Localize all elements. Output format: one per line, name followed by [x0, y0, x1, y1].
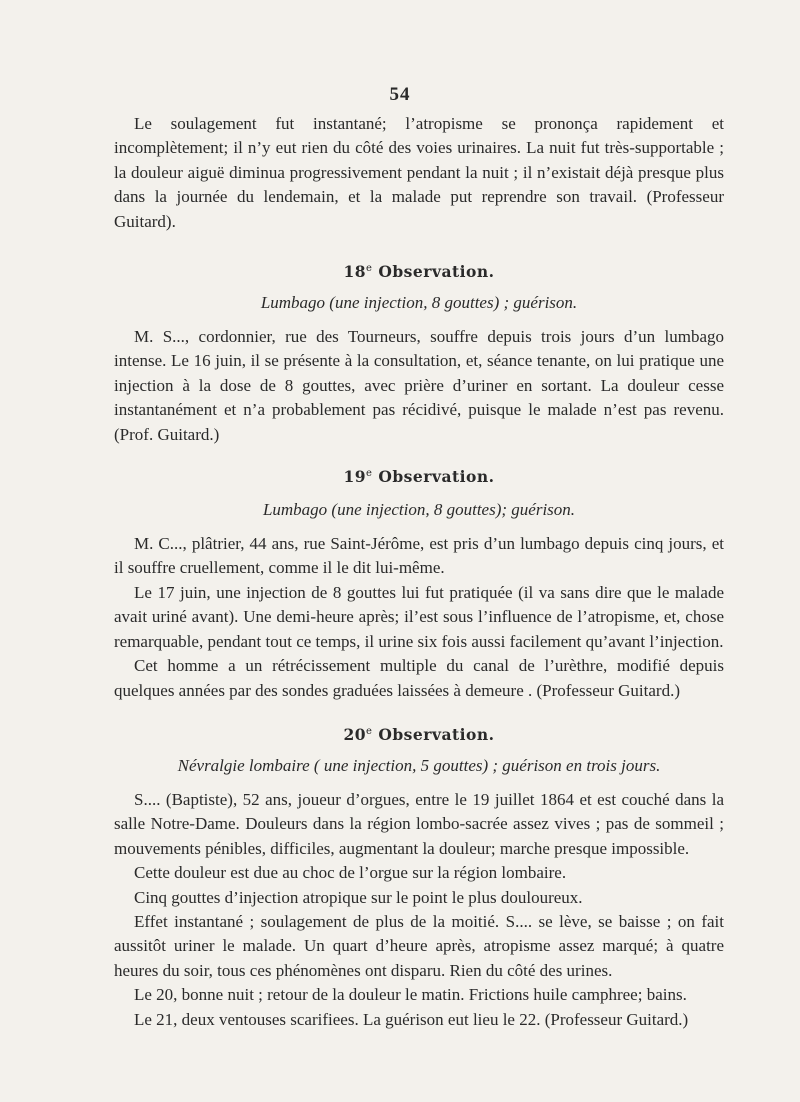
page-content	[114, 112, 724, 1032]
observation-20-paragraph: Le 20, bonne nuit ; retour de la douleur le matin. Frictions huile camphree; bains.	[134, 985, 687, 1005]
observation-20-paragraph: S.... (Baptiste), 52 ans, joueur d’orgues, entre le 19 juillet 1864 et est couché dans la salle Notre-Dame. Douleurs dans la région lombo-sacrée assez vives ; pas de sommeil ; mouvements pénibles, difficiles, augmentant la douleur; marche presque impossible.	[114, 789, 724, 858]
observation-heading-word: Observation.	[378, 724, 495, 744]
observation-number-suffix: e	[366, 262, 373, 274]
observation-number: 19	[343, 467, 367, 487]
observation-number-suffix: e	[366, 725, 373, 737]
observation-20-paragraph: Effet instantané ; soulagement de plus de la moitié. S.... se lève, se baisse ; on fait aussitôt uriner le malade. Un quart d’heure après, atropisme assez marqué; à quatre heures du soir, tous ces phénomènes ont disparu. Rien du côté des urines.	[114, 911, 724, 980]
observation-20-paragraph: Le 21, deux ventouses scarifiees. La guérison eut lieu le 22. (Professeur Guitard.)	[134, 1009, 689, 1029]
observation-20-subtitle: Névralgie lombaire ( une injection, 5 gouttes) ; guérison en trois jours.	[177, 755, 661, 775]
observation-heading-word: Observation.	[378, 467, 495, 487]
observation-number: 18	[343, 262, 367, 282]
observation-19-paragraph: Le 17 juin, une injection de 8 gouttes lui fut pratiquée (il va sans dire que le malade avait uriné avant). Une demi-heure après; il’est sous l’influence de l’atropisme, et, chose remarquable, pendant tout ce temps, il urine six fois aussi facilement qu’avant l’injection.	[114, 582, 724, 651]
observation-20-paragraph: Cette douleur est due au choc de l’orgue sur la région lombaire.	[134, 863, 567, 883]
observation-18-paragraph: M. S..., cordonnier, rue des Tourneurs, souffre depuis trois jours d’un lumbago intense. Le 16 juin, il se présente à la consultation, et, séance tenante, on lui pratique une injection à la dose de 8 gouttes, avec prière d’uriner en sortant. La douleur cesse instantanément et n’a probablement pas récidivé, puisque le malade n’est pas revenu. (Prof. Guitard.)	[114, 327, 724, 444]
observation-20-heading	[114, 725, 724, 744]
observation-18-heading	[114, 262, 724, 281]
intro-paragraph: Le soulagement fut instantané; l’atropisme se prononça rapidement et incomplètement; il n’y eut rien du côté des voies urinaires. La nuit fut très-supportable ; la douleur aiguë diminua progressivement pendant la nuit ; il n’existait déjà presque plus dans la journée du lendemain, et la malade put reprendre son travail. (Professeur Guitard).	[114, 114, 724, 231]
observation-18-subtitle: Lumbago (une injection, 8 gouttes) ; guérison.	[260, 293, 578, 313]
observation-19-heading	[114, 467, 724, 486]
observation-19-paragraph: Cet homme a un rétrécissement multiple du canal de l’urèthre, modifié depuis quelques années par des sondes graduées laissées à demeure . (Professeur Guitard.)	[114, 656, 724, 700]
page-number: 54	[389, 84, 411, 105]
observation-19-subtitle: Lumbago (une injection, 8 gouttes); guérison.	[262, 500, 576, 520]
observation-19-paragraph: M. C..., plâtrier, 44 ans, rue Saint-Jérôme, est pris d’un lumbago depuis cinq jours, et il souffre cruellement, comme il le dit lui-même.	[114, 534, 724, 578]
observation-number: 20	[343, 724, 367, 744]
observation-20-paragraph: Cinq gouttes d’injection atropique sur le point le plus douloureux.	[134, 887, 583, 907]
observation-heading-word: Observation.	[378, 262, 495, 282]
observation-number-suffix: e	[366, 467, 373, 479]
